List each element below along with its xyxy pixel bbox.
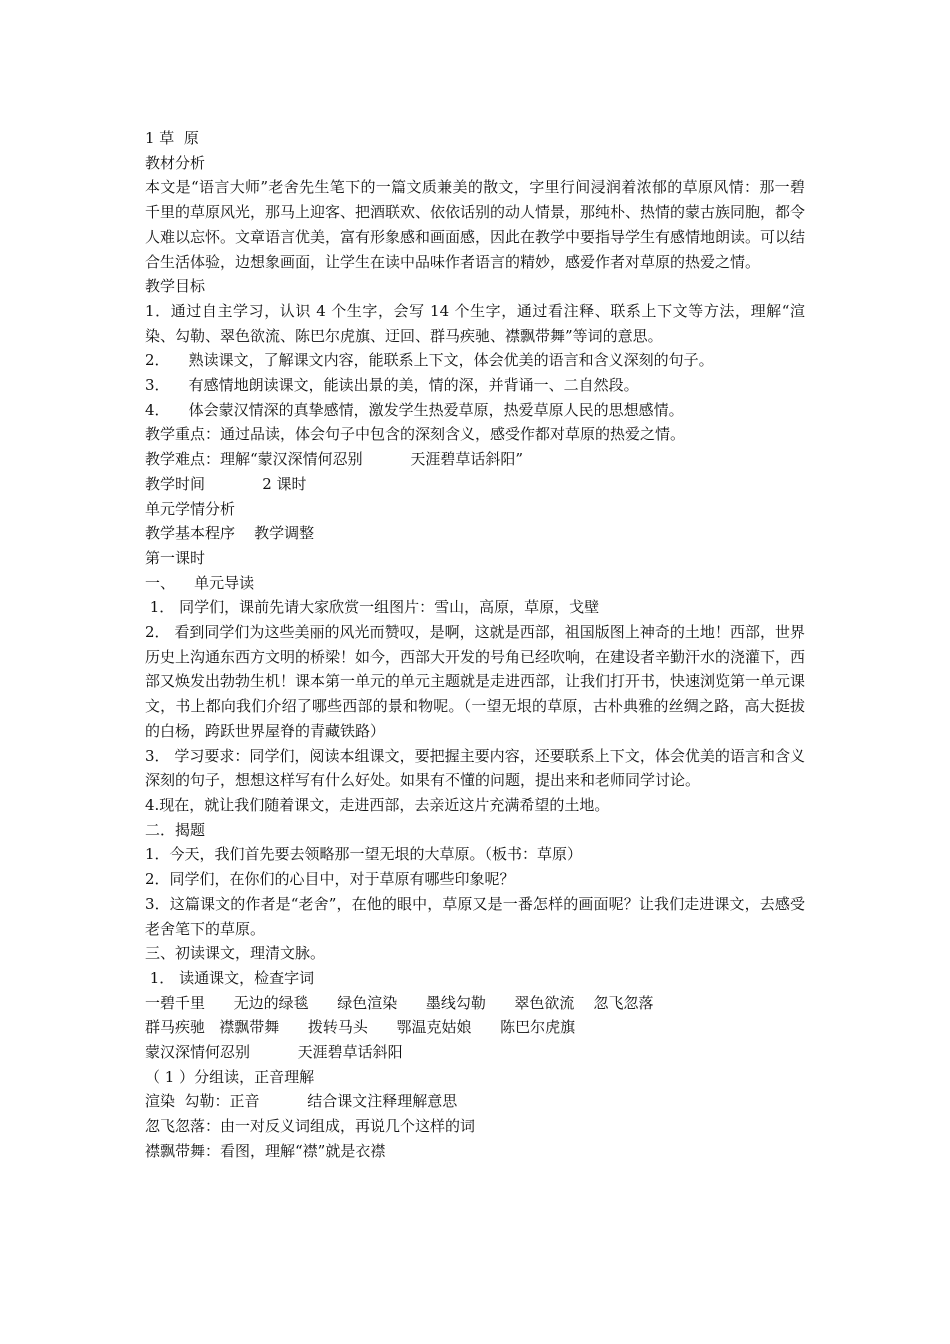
part-two-item: 1．今天，我们首先要去领略那一望无垠的大草原。（板书：草原） — [145, 845, 583, 864]
document-page — [145, 126, 805, 1164]
analysis-paragraph: 本文是“语言大师”老舍先生笔下的一篇文质兼美的散文，字里行间浸润着浓郁的草原风情：那一碧千里的草原风光，那马上迎客、把酒联欢、依依话别的动人情景，那纯朴、热情的蒙古族同胞，都令人难以忘怀。文章语言优美，富有形象感和画面感，因此在教学中要指导学生有感情地朗读。可以结合生活体验，边想象画面，让学生在读中品味作者语言的精妙，感爱作者对草原的热爱之情。 — [145, 178, 806, 271]
unit-analysis-heading: 单元学情分析 — [145, 499, 236, 518]
subsection-line: 忽飞忽落：由一对反义词组成，再说几个这样的词 — [145, 1117, 476, 1136]
procedure-heading: 教学基本程序 教学调整 — [145, 524, 315, 543]
part-one-item: 3． 学习要求：同学们，阅读本组课文，要把握主要内容，还要联系上下文，体会优美的语言和含义深刻的句子，想想这样写有什么好处。如果有不懂的问题，提出来和老师同学讨论。 — [145, 746, 805, 790]
difficulty: 教学难点：理解“蒙汉深情何忍别 天涯碧草话斜阳” — [145, 450, 524, 469]
part-one-item: 4.现在，就让我们随着课文，走进西部，去亲近这片充满希望的土地。 — [145, 795, 610, 814]
subsection-line: 渲染 勾勒：正音 结合课文注释理解意思 — [145, 1092, 458, 1111]
part-three-item: 1． 读通课文，检查字词 — [145, 968, 315, 987]
section-heading-goals: 教学目标 — [145, 277, 206, 296]
part-one-item: 1． 同学们，课前先请大家欣赏一组图片：雪山，高原，草原，戈壁 — [145, 598, 600, 617]
teaching-time: 教学时间 2 课时 — [145, 474, 307, 493]
part-three-title: 三、初读课文，理清文脉。 — [145, 944, 326, 963]
word-list-line: 蒙汉深情何忍别 天涯碧草话斜阳 — [145, 1043, 403, 1062]
word-list-line: 一碧千里 无边的绿毯 绿色渲染 墨线勾勒 翠色欲流 忽飞忽落 — [145, 993, 654, 1012]
goal-item: 3． 有感情地朗读课文，能读出景的美，情的深，并背诵一、二自然段。 — [145, 376, 639, 395]
part-one-title: 一、 单元导读 — [145, 573, 255, 592]
goal-item: 4． 体会蒙汉情深的真挚感情，激发学生热爱草原，热爱草原人民的思想感情。 — [145, 400, 684, 419]
lesson-title: 1 草 原 — [145, 129, 199, 147]
part-one-item: 2． 看到同学们为这些美丽的风光而赞叹，是啊，这就是西部，祖国版图上神奇的土地！西部，世界历史上沟通东西方文明的桥梁！如今，西部大开发的号角已经吹响，在建设者辛勤汗水的浇灌下，西部又焕发出勃勃生机！课本第一单元的单元主题就是走进西部，让我们打开书，快速浏览第一单元课文，书上都向我们介绍了哪些西部的景和物呢。（一望无垠的草原，古朴典雅的丝绸之路，高大挺拔的白杨，跨跃世界屋脊的青藏铁路） — [145, 623, 806, 740]
subsection-heading: （ 1 ）分组读，正音理解 — [145, 1067, 315, 1086]
word-list-line: 群马疾驰 襟飘带舞 拨转马头 鄂温克姑娘 陈巴尔虎旗 — [145, 1018, 576, 1037]
goal-item: 1．通过自主学习，认识 4 个生字，会写 14 个生字，通过看注释、联系上下文等方法，理解“渲染、勾勒、翠色欲流、陈巴尔虎旗、迂回、群马疾驰、襟飘带舞”等词的意思。 — [145, 301, 805, 345]
key-point: 教学重点：通过品读，体会句子中包含的深刻含义，感受作都对草原的热爱之情。 — [145, 425, 686, 444]
section-heading-analysis: 教材分析 — [145, 153, 206, 172]
lesson-one-heading: 第一课时 — [145, 548, 206, 567]
part-two-title: 二．揭题 — [145, 820, 206, 839]
part-two-item: 2．同学们，在你们的心目中，对于草原有哪些印象呢？ — [145, 870, 515, 889]
subsection-line: 襟飘带舞：看图，理解“襟”就是衣襟 — [145, 1141, 386, 1160]
part-two-item: 3．这篇课文的作者是“老舍”，在他的眼中，草原又是一番怎样的画面呢？让我们走进课文，去感受老舍笔下的草原。 — [145, 894, 805, 938]
goal-item: 2． 熟读课文，了解课文内容，能联系上下文，体会优美的语言和含义深刻的句子。 — [145, 351, 714, 370]
